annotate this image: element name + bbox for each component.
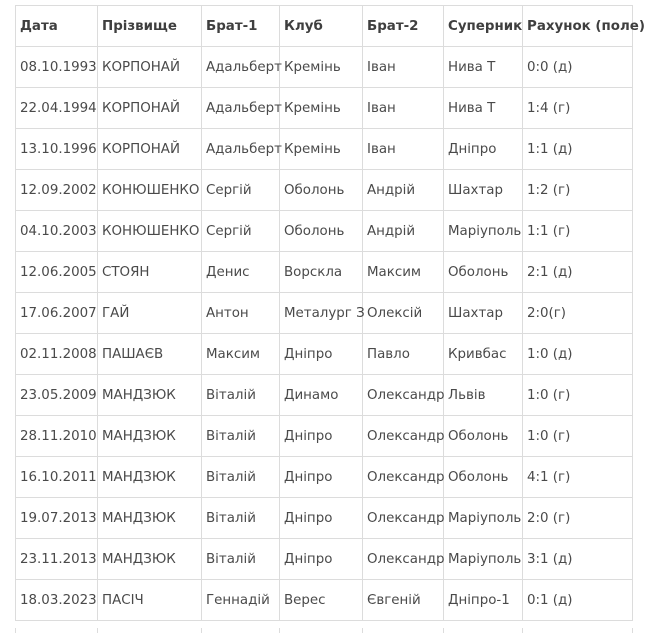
cell-club: Оболонь [280, 170, 363, 211]
cell-surname: МАНДЗЮК [98, 375, 202, 416]
cell-brother-2: Павло [363, 334, 444, 375]
table-row [16, 457, 633, 498]
cell-brother-2: Іван [363, 47, 444, 88]
cell-surname: МАНДЗЮК [98, 539, 202, 580]
cell-score: 2:0 (г) [523, 498, 633, 539]
cell-date: 17.06.2007 [16, 293, 98, 334]
cell-score: 0:0 (д) [523, 47, 633, 88]
cell-score: 1:2 (г) [523, 170, 633, 211]
cell-brother-1: Адальберт [202, 129, 280, 170]
cell-brother-2: Олександр [363, 416, 444, 457]
header-score: Рахунок (поле) [523, 6, 633, 47]
cell-surname: КОНЮШЕНКО [98, 211, 202, 252]
cell-surname: КОНЮШЕНКО [98, 170, 202, 211]
table-row [16, 580, 633, 621]
cell-surname: ГАЙ [98, 293, 202, 334]
cell-score: 0:1 (д) [523, 580, 633, 621]
table-row [16, 47, 633, 88]
cell-brother-1: Віталій [202, 498, 280, 539]
table-bottom-continuation [15, 628, 632, 633]
cell-date: 16.10.2011 [16, 457, 98, 498]
cell-surname: КОРПОНАЙ [98, 129, 202, 170]
cell-opponent: Маріуполь [444, 498, 523, 539]
table-body [16, 47, 633, 621]
cell-brother-2: Олександр [363, 539, 444, 580]
cell-score: 2:1 (д) [523, 252, 633, 293]
cell-club: Дніпро [280, 539, 363, 580]
cell-opponent: Оболонь [444, 457, 523, 498]
cell-brother-1: Максим [202, 334, 280, 375]
cell-score: 1:1 (д) [523, 129, 633, 170]
cell-brother-2: Іван [363, 129, 444, 170]
header-club: Клуб [280, 6, 363, 47]
cell-brother-2: Андрій [363, 211, 444, 252]
cell-club: Динамо [280, 375, 363, 416]
table-row [16, 211, 633, 252]
cell-opponent: Кривбас [444, 334, 523, 375]
cell-brother-1: Антон [202, 293, 280, 334]
cell-surname: МАНДЗЮК [98, 416, 202, 457]
cell-date: 28.11.2010 [16, 416, 98, 457]
cell-opponent: Нива Т [444, 88, 523, 129]
brothers-matches-table [15, 5, 645, 621]
table-row [16, 293, 633, 334]
header-date: Дата [16, 6, 98, 47]
cell-score: 3:1 (д) [523, 539, 633, 580]
cell-brother-1: Геннадій [202, 580, 280, 621]
cell-date: 19.07.2013 [16, 498, 98, 539]
cell-club: Верес [280, 580, 363, 621]
cell-opponent: Маріуполь [444, 211, 523, 252]
cell-brother-2: Максим [363, 252, 444, 293]
cell-brother-1: Віталій [202, 375, 280, 416]
cell-brother-2: Іван [363, 88, 444, 129]
table-row [16, 129, 633, 170]
table-row [16, 416, 633, 457]
cell-score: 4:1 (г) [523, 457, 633, 498]
cell-brother-2: Андрій [363, 170, 444, 211]
cell-score: 1:0 (д) [523, 334, 633, 375]
cell-date: 12.09.2002 [16, 170, 98, 211]
cell-club: Ворскла [280, 252, 363, 293]
table-header-row [16, 6, 633, 47]
cell-surname: КОРПОНАЙ [98, 88, 202, 129]
cell-date: 08.10.1993 [16, 47, 98, 88]
cell-surname: ПАШАЄВ [98, 334, 202, 375]
cell-opponent: Львів [444, 375, 523, 416]
cell-surname: МАНДЗЮК [98, 498, 202, 539]
cell-brother-2: Олександр [363, 375, 444, 416]
cell-opponent: Шахтар [444, 170, 523, 211]
cell-brother-2: Олександр [363, 457, 444, 498]
cell-surname: СТОЯН [98, 252, 202, 293]
cell-brother-1: Сергій [202, 211, 280, 252]
cell-date: 22.04.1994 [16, 88, 98, 129]
cell-club: Кремінь [280, 129, 363, 170]
cell-date: 23.05.2009 [16, 375, 98, 416]
cell-club: Дніпро [280, 334, 363, 375]
cell-opponent: Дніпро-1 [444, 580, 523, 621]
table-row [16, 539, 633, 580]
cell-brother-1: Віталій [202, 416, 280, 457]
table-row [16, 498, 633, 539]
cell-score: 2:0(г) [523, 293, 633, 334]
cell-brother-2: Євгеній [363, 580, 444, 621]
cell-date: 04.10.2003 [16, 211, 98, 252]
header-surname: Прізвище [98, 6, 202, 47]
cell-date: 18.03.2023 [16, 580, 98, 621]
cell-date: 13.10.1996 [16, 129, 98, 170]
cell-score: 1:0 (г) [523, 416, 633, 457]
cell-date: 12.06.2005 [16, 252, 98, 293]
cell-brother-1: Адальберт [202, 88, 280, 129]
cell-brother-1: Сергій [202, 170, 280, 211]
cell-opponent: Оболонь [444, 416, 523, 457]
cell-opponent: Оболонь [444, 252, 523, 293]
cell-score: 1:0 (г) [523, 375, 633, 416]
cell-brother-1: Денис [202, 252, 280, 293]
cell-opponent: Шахтар [444, 293, 523, 334]
cell-club: Кремінь [280, 47, 363, 88]
cell-date: 23.11.2013 [16, 539, 98, 580]
table-row [16, 252, 633, 293]
cell-surname: МАНДЗЮК [98, 457, 202, 498]
table-row [16, 334, 633, 375]
cell-brother-2: Олексій [363, 293, 444, 334]
header-opponent: Суперник [444, 6, 523, 47]
cell-opponent: Нива Т [444, 47, 523, 88]
cell-brother-1: Адальберт [202, 47, 280, 88]
cell-club: Дніпро [280, 498, 363, 539]
cell-opponent: Дніпро [444, 129, 523, 170]
table-row [16, 88, 633, 129]
cell-club: Оболонь [280, 211, 363, 252]
cell-club: Дніпро [280, 416, 363, 457]
header-brother-1: Брат-1 [202, 6, 280, 47]
cell-brother-2: Олександр [363, 498, 444, 539]
cell-club: Дніпро [280, 457, 363, 498]
table-row [16, 170, 633, 211]
cell-club: Кремінь [280, 88, 363, 129]
cell-club: Металург З [280, 293, 363, 334]
cell-score: 1:1 (г) [523, 211, 633, 252]
cell-brother-1: Віталій [202, 539, 280, 580]
cell-brother-1: Віталій [202, 457, 280, 498]
cell-opponent: Маріуполь [444, 539, 523, 580]
cell-surname: ПАСІЧ [98, 580, 202, 621]
cell-score: 1:4 (г) [523, 88, 633, 129]
table-row [16, 375, 633, 416]
header-brother-2: Брат-2 [363, 6, 444, 47]
cell-surname: КОРПОНАЙ [98, 47, 202, 88]
cell-date: 02.11.2008 [16, 334, 98, 375]
